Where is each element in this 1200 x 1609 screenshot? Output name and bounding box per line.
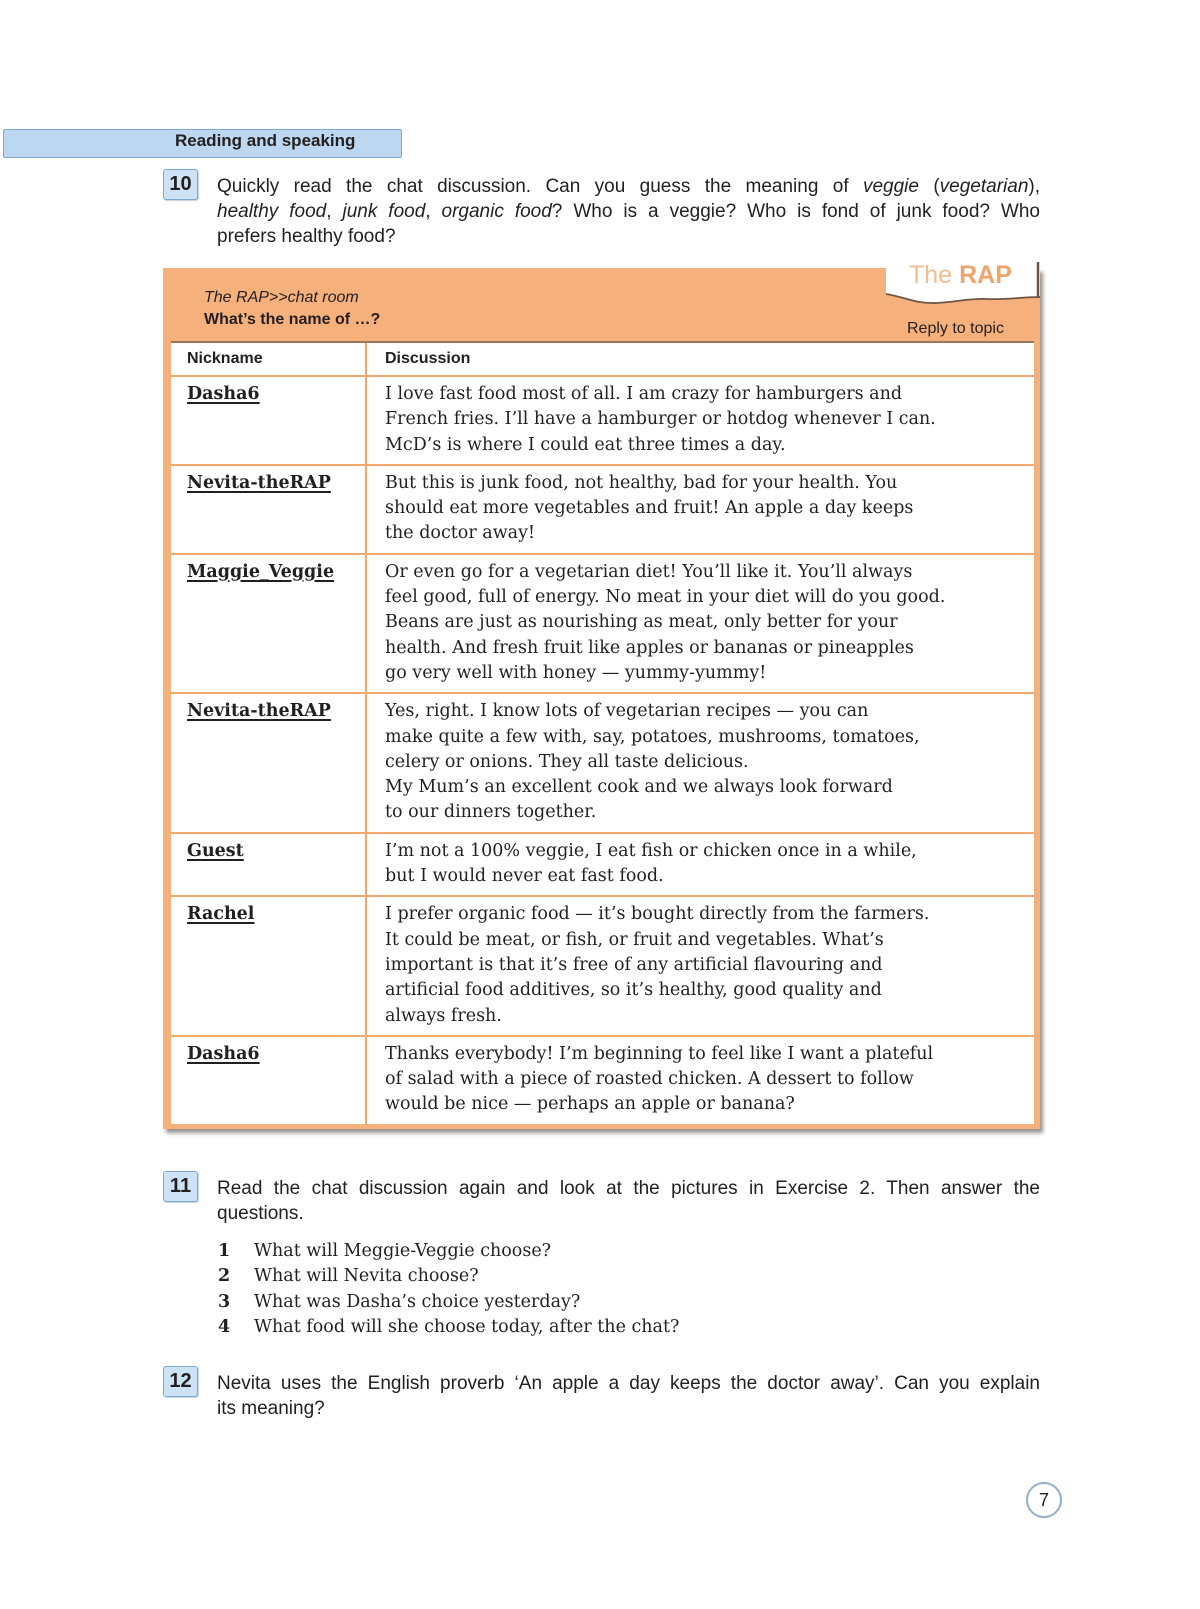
text-line: Nevita uses the English proverb ‘An apple a day keeps the doctor away’. Can you explain — [217, 1373, 1040, 1394]
message-line: Yes, right. I know lots of vegetarian recipes — you can — [385, 701, 869, 722]
exercise-11-instructions — [217, 1176, 1040, 1226]
column-header-nickname: Nickname — [171, 343, 367, 375]
text-line: Read the chat discussion again and look at the pictures in Exercise 2. Then answer the — [217, 1178, 1040, 1199]
chat-post — [171, 834, 1034, 898]
text-line: Quickly read the chat discussion. Can you guess the meaning of veggie (vegetarian), — [217, 176, 1041, 197]
term-veggie: veggie — [862, 176, 919, 197]
post-nickname-cell — [171, 377, 367, 464]
the-rap-logo — [886, 260, 1040, 310]
message-line: always fresh. — [385, 1005, 502, 1026]
chat-table-header — [171, 343, 1034, 377]
message-line: But this is junk food, not healthy, bad for your health. You — [385, 472, 898, 493]
message-line: McD’s is where I could eat three times a day. — [385, 434, 786, 455]
term-junk-food: junk food — [342, 201, 426, 222]
post-nickname-cell — [171, 555, 367, 692]
message-line: celery or onions. They all taste delicious. — [385, 751, 749, 772]
nickname-link: Maggie_Veggie — [187, 561, 335, 582]
message-line: important is that it’s free of any artificial flavouring and — [385, 954, 883, 975]
post-nickname-cell — [171, 694, 367, 831]
message-line: I’m not a 100% veggie, I eat fish or chicken once in a while, — [385, 840, 917, 861]
logo-word-rap: RAP — [959, 261, 1012, 289]
nickname-link: Nevita-theRAP — [187, 472, 331, 493]
nickname-link: Nevita-theRAP — [187, 701, 331, 722]
message-line: feel good, full of energy. No meat in your diet will do you good. — [385, 587, 946, 608]
reply-to-topic-link: Reply to topic — [907, 320, 1004, 337]
message-line: French fries. I’ll have a hamburger or hotdog whenever I can. — [385, 409, 936, 430]
question-item — [218, 1239, 679, 1264]
chat-post — [171, 897, 1034, 1036]
post-nickname-cell — [171, 897, 367, 1034]
message-line: Or even go for a vegetarian diet! You’ll like it. You’ll always — [385, 561, 913, 582]
question-item — [218, 1264, 679, 1289]
message-line: of salad with a piece of roasted chicken. A dessert to follow — [385, 1069, 914, 1090]
question-text: What was Dasha’s choice yesterday? — [254, 1291, 581, 1312]
exercise-number-11: 11 — [163, 1171, 198, 1202]
question-item — [218, 1290, 679, 1315]
message-line: health. And fresh fruit like apples or bananas or pineapples — [385, 637, 914, 658]
logo-text — [909, 261, 1012, 289]
logo-word-the: The — [909, 261, 953, 289]
exercise-10-instructions — [217, 174, 1040, 249]
nickname-link: Dasha6 — [187, 384, 260, 404]
message-line: but I would never eat fast food. — [385, 866, 664, 887]
message-line: would be nice — perhaps an apple or banana? — [385, 1094, 795, 1115]
nickname-link: Rachel — [187, 904, 255, 925]
message-line: to our dinners together. — [385, 802, 597, 823]
chat-room-panel — [163, 261, 1040, 1129]
post-message — [367, 377, 1034, 464]
column-header-discussion: Discussion — [385, 350, 471, 367]
chat-post — [171, 555, 1034, 694]
nickname-link: Dasha6 — [187, 1043, 260, 1064]
message-line: Beans are just as nourishing as meat, only better for your — [385, 612, 898, 633]
exercise-11-questions — [218, 1239, 679, 1340]
term-healthy-food: healthy food — [217, 201, 327, 222]
post-nickname-cell — [171, 1037, 367, 1124]
text-line: its meaning? — [217, 1398, 325, 1419]
question-text: What will Nevita choose? — [254, 1266, 479, 1287]
message-line: should eat more vegetables and fruit! An apple a day keeps — [385, 498, 914, 519]
question-number: 2 — [218, 1266, 231, 1287]
section-title: Reading and speaking — [175, 131, 356, 150]
post-nickname-cell — [171, 466, 367, 553]
message-line: It could be meat, or fish, or fruit and vegetables. What’s — [385, 929, 884, 950]
chat-breadcrumb: The RAP>>chat room — [204, 289, 359, 306]
message-line: go very well with honey — yummy-yummy! — [385, 662, 767, 683]
chat-post — [171, 377, 1034, 466]
question-number: 4 — [218, 1316, 231, 1337]
term-organic-food: organic food — [441, 201, 552, 222]
question-number: 1 — [218, 1241, 231, 1261]
term-vegetarian: vegetarian — [939, 176, 1029, 197]
text-line: prefers healthy food? — [217, 226, 396, 247]
question-text: What will Meggie-Veggie choose? — [254, 1241, 552, 1261]
post-message — [367, 466, 1034, 553]
section-header — [3, 129, 402, 158]
exercise-number-12: 12 — [163, 1366, 198, 1397]
chat-post — [171, 466, 1034, 555]
chat-post — [171, 694, 1034, 833]
exercise-number-10: 10 — [163, 169, 198, 200]
post-message — [367, 694, 1034, 831]
chat-post — [171, 1037, 1034, 1124]
exercise-12-instructions — [217, 1371, 1040, 1421]
message-line: I love fast food most of all. I am crazy for hamburgers and — [385, 384, 903, 404]
post-message — [367, 1037, 1034, 1124]
chat-table — [171, 343, 1034, 1124]
question-number: 3 — [218, 1291, 231, 1312]
post-message — [367, 897, 1034, 1034]
message-line: make quite a few with, say, potatoes, mushrooms, tomatoes, — [385, 726, 920, 747]
post-message — [367, 555, 1034, 692]
message-line: Thanks everybody! I’m beginning to feel like I want a plateful — [385, 1043, 934, 1064]
text-line: questions. — [217, 1203, 304, 1224]
nickname-link: Guest — [187, 840, 244, 861]
text-line: healthy food, junk food, organic food? Who is a veggie? Who is fond of junk food? Who — [217, 201, 1040, 222]
post-nickname-cell — [171, 834, 367, 896]
message-line: I prefer organic food — it’s bought directly from the farmers. — [385, 904, 930, 925]
question-item — [218, 1315, 679, 1340]
message-line: artificial food additives, so it’s healthy, good quality and — [385, 980, 882, 1001]
post-message — [367, 834, 1034, 896]
message-line: the doctor away! — [385, 523, 536, 544]
chat-topic-title: What’s the name of …? — [204, 311, 381, 328]
page-number: 7 — [1026, 1482, 1062, 1518]
message-line: My Mum’s an excellent cook and we always look forward — [385, 777, 893, 798]
question-text: What food will she choose today, after the chat? — [254, 1316, 680, 1337]
chat-header — [171, 261, 1034, 343]
